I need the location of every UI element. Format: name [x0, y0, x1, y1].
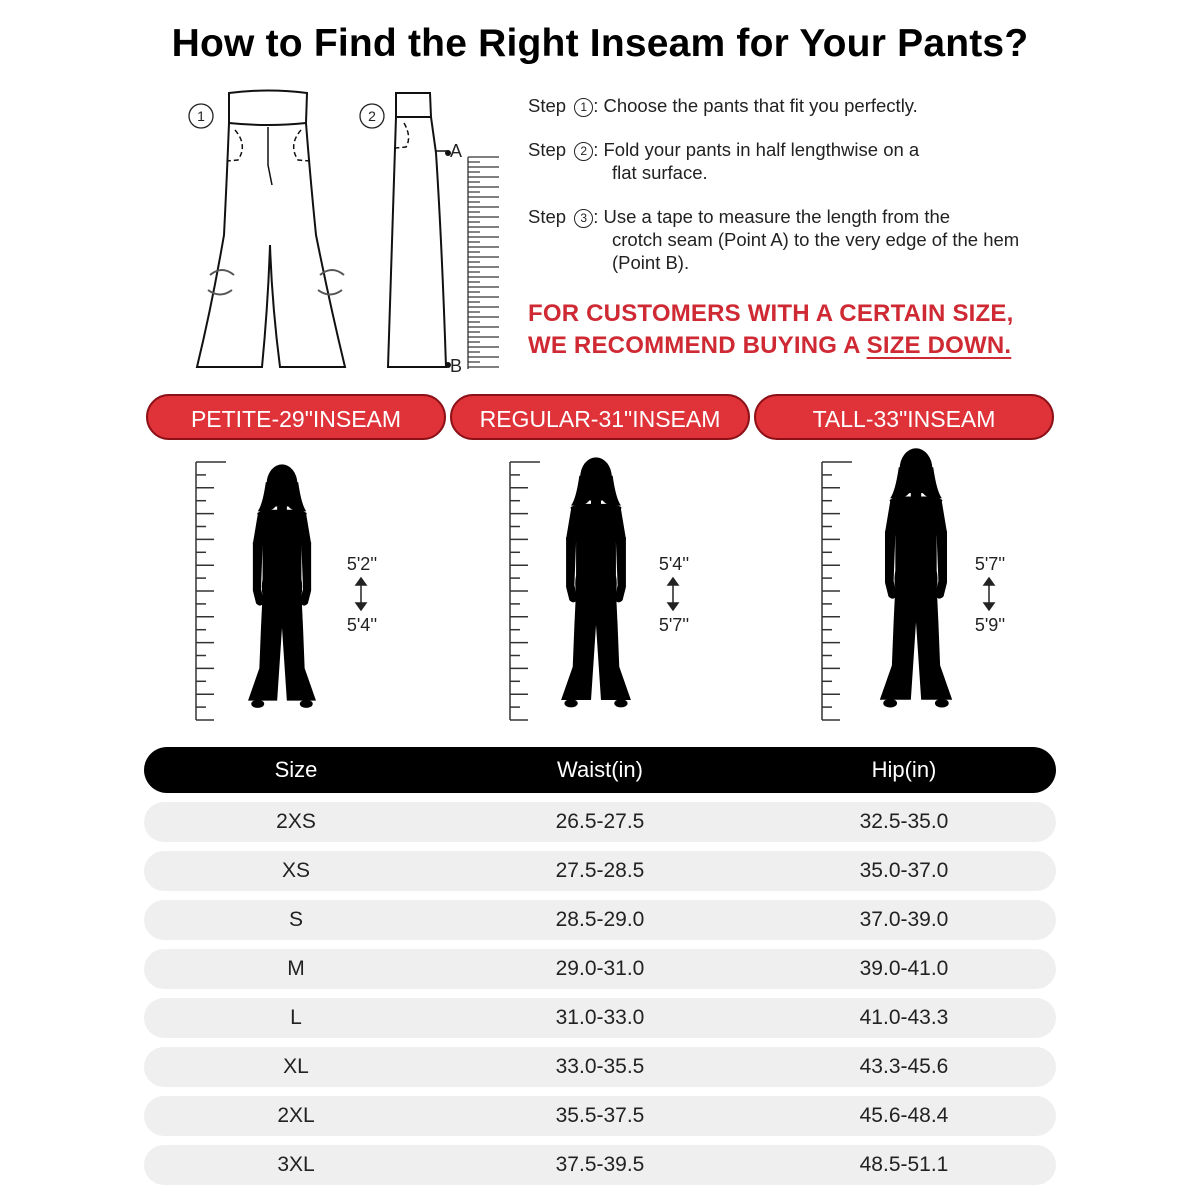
header-size: Size [274, 757, 318, 782]
waist-cell: 37.5-39.5 [555, 1153, 645, 1176]
size-cell: M [287, 957, 305, 980]
step-2-number: 2 [574, 142, 593, 161]
table-row [144, 1047, 1056, 1087]
height-range-arrow-icon [356, 578, 366, 610]
woman-silhouette-icon [248, 464, 316, 708]
waist-cell: 29.0-31.0 [555, 957, 645, 980]
regular-figure-group [504, 448, 744, 743]
hip-cell: 35.0-37.0 [859, 859, 949, 882]
height-ruler-icon [196, 462, 226, 720]
hip-cell: 48.5-51.1 [859, 1153, 949, 1176]
size-cell: L [290, 1006, 302, 1029]
step-1-prefix: Step [528, 95, 567, 116]
tall-figure-group [816, 448, 1056, 743]
inseam-regular-badge: REGULAR-31"INSEAM [450, 394, 750, 440]
hip-cell: 32.5-35.0 [859, 810, 949, 833]
size-down-notice [528, 298, 1013, 362]
size-cell: 2XL [277, 1104, 315, 1127]
waist-cell: 27.5-28.5 [555, 859, 645, 882]
step-2 [528, 138, 1048, 184]
height-to-label: 5'9'' [974, 615, 1006, 635]
inseam-petite-badge: PETITE-29"INSEAM [146, 394, 446, 440]
step-1-marker-label: 1 [197, 108, 205, 124]
size-cell: XL [283, 1055, 309, 1078]
inseam-tall-badge: TALL-33"INSEAM [754, 394, 1054, 440]
notice-line-2 [528, 330, 1013, 362]
height-ruler-icon [510, 462, 540, 720]
hip-cell: 43.3-45.6 [859, 1055, 949, 1078]
step-3-continuation: crotch seam (Point A) to the very edge of the hem (Point B). [612, 229, 1020, 273]
height-to-label: 5'4'' [346, 615, 378, 635]
waist-cell: 35.5-37.5 [555, 1104, 645, 1127]
height-range-arrow-icon [984, 578, 994, 610]
petite-figure-group [190, 448, 430, 743]
woman-silhouette-icon [880, 448, 952, 707]
header-waist: Waist(in) [557, 757, 643, 782]
pants-front-icon [197, 91, 345, 368]
table-header [144, 747, 1056, 793]
step-1-number: 1 [574, 98, 593, 117]
size-cell: XS [281, 859, 310, 882]
steps-list [528, 94, 1048, 295]
tape-ticks [468, 157, 499, 367]
waist-cell: 31.0-33.0 [555, 1006, 645, 1029]
step-2-prefix: Step [528, 139, 567, 160]
step-2-continuation: flat surface. [612, 162, 708, 183]
waist-cell: 28.5-29.0 [555, 908, 645, 931]
table-row [144, 851, 1056, 891]
table-row [144, 1145, 1056, 1185]
pants-measurement-illustration [180, 85, 510, 380]
hip-cell: 37.0-39.0 [859, 908, 949, 931]
table-row [144, 998, 1056, 1038]
notice-line-1: FOR CUSTOMERS WITH A CERTAIN SIZE, [528, 300, 1014, 327]
height-from-label: 5'7'' [974, 554, 1006, 574]
table-row [144, 949, 1056, 989]
step-3-prefix: Step [528, 206, 567, 227]
step-3-number: 3 [574, 209, 593, 228]
size-cell: 3XL [277, 1153, 315, 1176]
hip-cell: 39.0-41.0 [859, 957, 949, 980]
waist-cell: 33.0-35.5 [555, 1055, 645, 1078]
height-ruler-icon [822, 462, 852, 720]
table-row [144, 802, 1056, 842]
size-cell: 2XS [276, 810, 316, 833]
size-cell: S [288, 908, 303, 931]
step-1 [528, 94, 1048, 117]
notice-line-2-text: WE RECOMMEND BUYING A [528, 332, 867, 359]
step-2-text: : Fold your pants in half lengthwise on a [593, 139, 920, 160]
step-2-marker-label: 2 [368, 108, 376, 124]
height-to-label: 5'7'' [658, 615, 690, 635]
woman-silhouette-icon [561, 457, 631, 707]
point-b-label: B [450, 356, 463, 376]
table-row [144, 900, 1056, 940]
table-row [144, 1096, 1056, 1136]
hip-cell: 45.6-48.4 [859, 1104, 949, 1127]
step-1-text: : Choose the pants that fit you perfectly. [593, 95, 918, 116]
header-hip: Hip(in) [871, 757, 937, 782]
step-3 [528, 205, 1048, 274]
point-a-label: A [450, 141, 463, 161]
waist-cell: 26.5-27.5 [555, 810, 645, 833]
size-chart-table [144, 747, 1056, 1185]
size-down-emphasis: SIZE DOWN. [866, 332, 1012, 359]
pants-folded-icon [388, 93, 448, 367]
hip-cell: 41.0-43.3 [859, 1006, 949, 1029]
page-title: How to Find the Right Inseam for Your Pants? [171, 22, 1029, 65]
step-3-text: : Use a tape to measure the length from the [593, 206, 951, 227]
height-from-label: 5'4'' [658, 554, 690, 574]
height-from-label: 5'2'' [346, 554, 378, 574]
height-range-arrow-icon [668, 578, 678, 610]
